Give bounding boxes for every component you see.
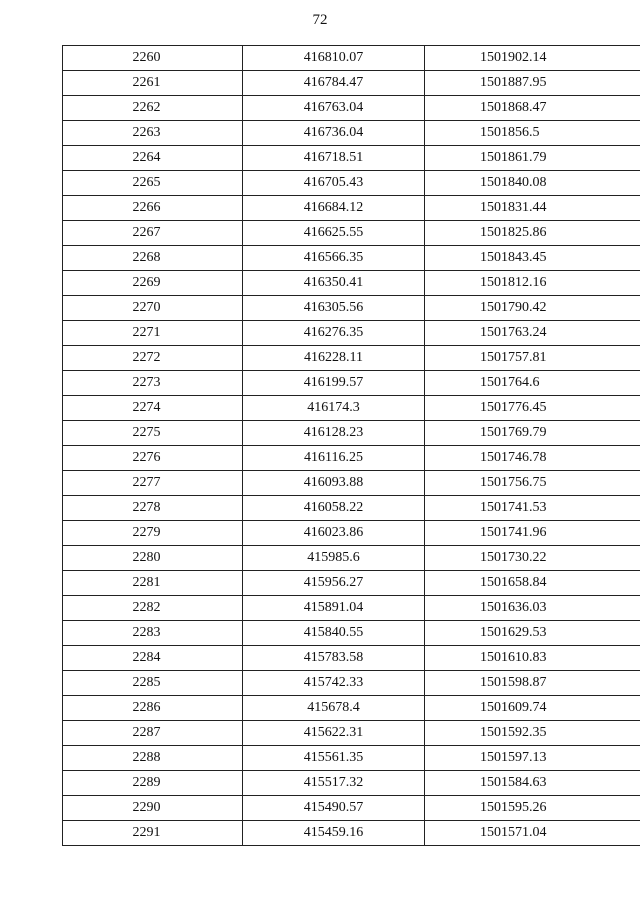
y-coordinate-cell: 1501741.96 <box>425 521 640 546</box>
point-number-cell: 2278 <box>63 496 243 521</box>
y-coordinate-cell: 1501584.63 <box>425 771 640 796</box>
x-coordinate-cell: 416023.86 <box>243 521 425 546</box>
y-coordinate-cell: 1501812.16 <box>425 271 640 296</box>
point-number-cell: 2276 <box>63 446 243 471</box>
x-coordinate-cell: 415517.32 <box>243 771 425 796</box>
table-row <box>63 646 640 671</box>
y-coordinate-cell: 1501610.83 <box>425 646 640 671</box>
point-number-cell: 2260 <box>63 46 243 71</box>
y-coordinate-cell: 1501843.45 <box>425 246 640 271</box>
y-coordinate-cell: 1501592.35 <box>425 721 640 746</box>
point-number-cell: 2270 <box>63 296 243 321</box>
y-coordinate-cell: 1501763.24 <box>425 321 640 346</box>
x-coordinate-cell: 415742.33 <box>243 671 425 696</box>
page-number: 72 <box>312 12 328 28</box>
point-number-cell: 2281 <box>63 571 243 596</box>
y-coordinate-cell: 1501776.45 <box>425 396 640 421</box>
point-number-cell: 2286 <box>63 696 243 721</box>
point-number-cell: 2273 <box>63 371 243 396</box>
y-coordinate-cell: 1501856.5 <box>425 121 640 146</box>
x-coordinate-cell: 416116.25 <box>243 446 425 471</box>
table-row <box>63 596 640 621</box>
x-coordinate-cell: 415561.35 <box>243 746 425 771</box>
point-number-cell: 2265 <box>63 171 243 196</box>
y-coordinate-cell: 1501825.86 <box>425 221 640 246</box>
point-number-cell: 2271 <box>63 321 243 346</box>
x-coordinate-cell: 415840.55 <box>243 621 425 646</box>
table-row <box>63 371 640 396</box>
point-number-cell: 2267 <box>63 221 243 246</box>
point-number-cell: 2274 <box>63 396 243 421</box>
table-row <box>63 196 640 221</box>
point-number-cell: 2272 <box>63 346 243 371</box>
x-coordinate-cell: 415783.58 <box>243 646 425 671</box>
x-coordinate-cell: 416058.22 <box>243 496 425 521</box>
point-number-cell: 2284 <box>63 646 243 671</box>
table-row <box>63 521 640 546</box>
point-number-cell: 2291 <box>63 821 243 846</box>
x-coordinate-cell: 416276.35 <box>243 321 425 346</box>
x-coordinate-cell: 415985.6 <box>243 546 425 571</box>
y-coordinate-cell: 1501902.14 <box>425 46 640 71</box>
table-row <box>63 396 640 421</box>
table-row <box>63 346 640 371</box>
table-row <box>63 621 640 646</box>
x-coordinate-cell: 416174.3 <box>243 396 425 421</box>
point-number-cell: 2266 <box>63 196 243 221</box>
point-number-cell: 2283 <box>63 621 243 646</box>
table-row <box>63 296 640 321</box>
table-row <box>63 246 640 271</box>
y-coordinate-cell: 1501597.13 <box>425 746 640 771</box>
x-coordinate-cell: 415891.04 <box>243 596 425 621</box>
y-coordinate-cell: 1501609.74 <box>425 696 640 721</box>
table-row <box>63 121 640 146</box>
x-coordinate-cell: 416763.04 <box>243 96 425 121</box>
x-coordinate-cell: 416566.35 <box>243 246 425 271</box>
point-number-cell: 2290 <box>63 796 243 821</box>
table-row <box>63 671 640 696</box>
table-row <box>63 46 640 71</box>
y-coordinate-cell: 1501887.95 <box>425 71 640 96</box>
point-number-cell: 2264 <box>63 146 243 171</box>
table-row <box>63 221 640 246</box>
table-row <box>63 821 640 846</box>
x-coordinate-cell: 415622.31 <box>243 721 425 746</box>
y-coordinate-cell: 1501595.26 <box>425 796 640 821</box>
table-body <box>63 46 640 846</box>
y-coordinate-cell: 1501769.79 <box>425 421 640 446</box>
table-row <box>63 421 640 446</box>
point-number-cell: 2288 <box>63 746 243 771</box>
point-number-cell: 2287 <box>63 721 243 746</box>
x-coordinate-cell: 415678.4 <box>243 696 425 721</box>
x-coordinate-cell: 416305.56 <box>243 296 425 321</box>
x-coordinate-cell: 416199.57 <box>243 371 425 396</box>
x-coordinate-cell: 415490.57 <box>243 796 425 821</box>
table-row <box>63 746 640 771</box>
point-number-cell: 2277 <box>63 471 243 496</box>
point-number-cell: 2268 <box>63 246 243 271</box>
point-number-cell: 2261 <box>63 71 243 96</box>
table-row <box>63 96 640 121</box>
y-coordinate-cell: 1501831.44 <box>425 196 640 221</box>
point-number-cell: 2269 <box>63 271 243 296</box>
y-coordinate-cell: 1501741.53 <box>425 496 640 521</box>
table-row <box>63 446 640 471</box>
table-row <box>63 696 640 721</box>
y-coordinate-cell: 1501746.78 <box>425 446 640 471</box>
table-row <box>63 496 640 521</box>
y-coordinate-cell: 1501629.53 <box>425 621 640 646</box>
table-row <box>63 571 640 596</box>
y-coordinate-cell: 1501840.08 <box>425 171 640 196</box>
x-coordinate-cell: 415459.16 <box>243 821 425 846</box>
point-number-cell: 2280 <box>63 546 243 571</box>
point-number-cell: 2282 <box>63 596 243 621</box>
y-coordinate-cell: 1501730.22 <box>425 546 640 571</box>
point-number-cell: 2275 <box>63 421 243 446</box>
x-coordinate-cell: 416736.04 <box>243 121 425 146</box>
x-coordinate-cell: 416705.43 <box>243 171 425 196</box>
table-row <box>63 271 640 296</box>
x-coordinate-cell: 416810.07 <box>243 46 425 71</box>
point-number-cell: 2279 <box>63 521 243 546</box>
point-number-cell: 2285 <box>63 671 243 696</box>
y-coordinate-cell: 1501861.79 <box>425 146 640 171</box>
x-coordinate-cell: 416684.12 <box>243 196 425 221</box>
x-coordinate-cell: 416350.41 <box>243 271 425 296</box>
coordinates-table <box>62 45 640 846</box>
point-number-cell: 2262 <box>63 96 243 121</box>
table-row <box>63 471 640 496</box>
y-coordinate-cell: 1501658.84 <box>425 571 640 596</box>
table-row <box>63 796 640 821</box>
y-coordinate-cell: 1501868.47 <box>425 96 640 121</box>
x-coordinate-cell: 416128.23 <box>243 421 425 446</box>
y-coordinate-cell: 1501756.75 <box>425 471 640 496</box>
y-coordinate-cell: 1501757.81 <box>425 346 640 371</box>
x-coordinate-cell: 416093.88 <box>243 471 425 496</box>
point-number-cell: 2289 <box>63 771 243 796</box>
y-coordinate-cell: 1501790.42 <box>425 296 640 321</box>
table-row <box>63 721 640 746</box>
table-row <box>63 321 640 346</box>
x-coordinate-cell: 415956.27 <box>243 571 425 596</box>
y-coordinate-cell: 1501571.04 <box>425 821 640 846</box>
table-row <box>63 171 640 196</box>
y-coordinate-cell: 1501598.87 <box>425 671 640 696</box>
table-row <box>63 146 640 171</box>
x-coordinate-cell: 416625.55 <box>243 221 425 246</box>
table-row <box>63 771 640 796</box>
y-coordinate-cell: 1501636.03 <box>425 596 640 621</box>
table-row <box>63 71 640 96</box>
x-coordinate-cell: 416718.51 <box>243 146 425 171</box>
x-coordinate-cell: 416784.47 <box>243 71 425 96</box>
x-coordinate-cell: 416228.11 <box>243 346 425 371</box>
table-row <box>63 546 640 571</box>
point-number-cell: 2263 <box>63 121 243 146</box>
y-coordinate-cell: 1501764.6 <box>425 371 640 396</box>
